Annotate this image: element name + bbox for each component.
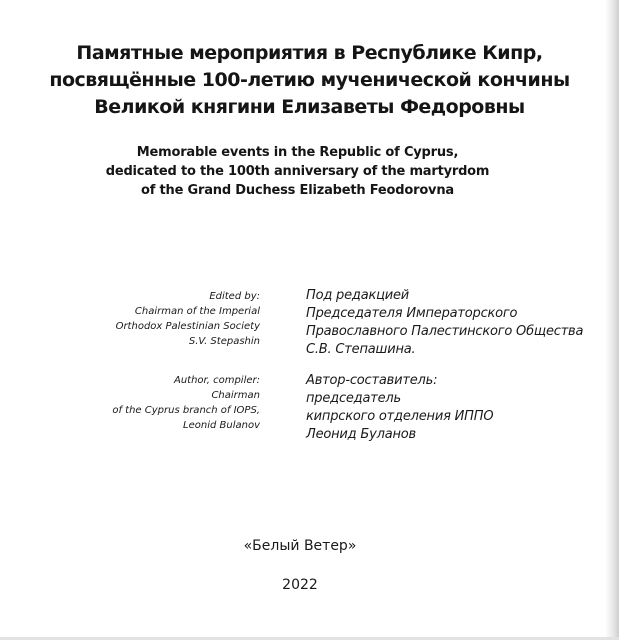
compiler-credit-russian bbox=[306, 372, 493, 444]
credit-line: Леонид Буланов bbox=[306, 427, 416, 442]
credit-line: С.В. Степашина. bbox=[306, 342, 416, 357]
publisher-name: «Белый Ветер» bbox=[243, 538, 357, 554]
russian-title-line: посвящённые 100-летию мученической кончины bbox=[49, 69, 570, 91]
russian-title bbox=[0, 40, 619, 121]
credit-line: Chairman of the Imperial bbox=[134, 306, 260, 317]
editor-credit-russian bbox=[306, 287, 583, 359]
credit-line: Edited by: bbox=[209, 291, 260, 302]
credit-line: Chairman bbox=[211, 390, 260, 401]
credit-line: Author, compiler: bbox=[173, 375, 260, 386]
editor-credit-english bbox=[116, 289, 260, 349]
english-title-line: dedicated to the 100th anniversary of the martyrdom bbox=[105, 164, 490, 179]
russian-title-line: Памятные мероприятия в Республике Кипр, bbox=[76, 42, 543, 64]
credit-line: председатель bbox=[306, 391, 401, 406]
english-title-line: of the Grand Duchess Elizabeth Feodorovna bbox=[141, 183, 454, 198]
credit-line: Под редакцией bbox=[306, 288, 410, 303]
english-title-line: Memorable events in the Republic of Cyprus, bbox=[136, 145, 459, 160]
russian-title-line: Великой княгини Елизаветы Федоровны bbox=[94, 96, 525, 118]
credit-line: Православного Палестинского Общества bbox=[306, 324, 584, 339]
credit-line: Председателя Императорского bbox=[306, 306, 518, 321]
compiler-credit-english bbox=[112, 373, 260, 433]
credit-line: S.V. Stepashin bbox=[188, 336, 260, 347]
credit-line: of the Cyprus branch of IOPS, bbox=[112, 405, 260, 416]
english-title bbox=[0, 143, 595, 200]
credit-line: кипрского отделения ИППО bbox=[306, 409, 494, 424]
publication-year: 2022 bbox=[282, 577, 318, 593]
credit-line: Автор-составитель: bbox=[306, 373, 438, 388]
credit-line: Orthodox Palestinian Society bbox=[115, 321, 260, 332]
credit-line: Leonid Bulanov bbox=[183, 420, 260, 431]
